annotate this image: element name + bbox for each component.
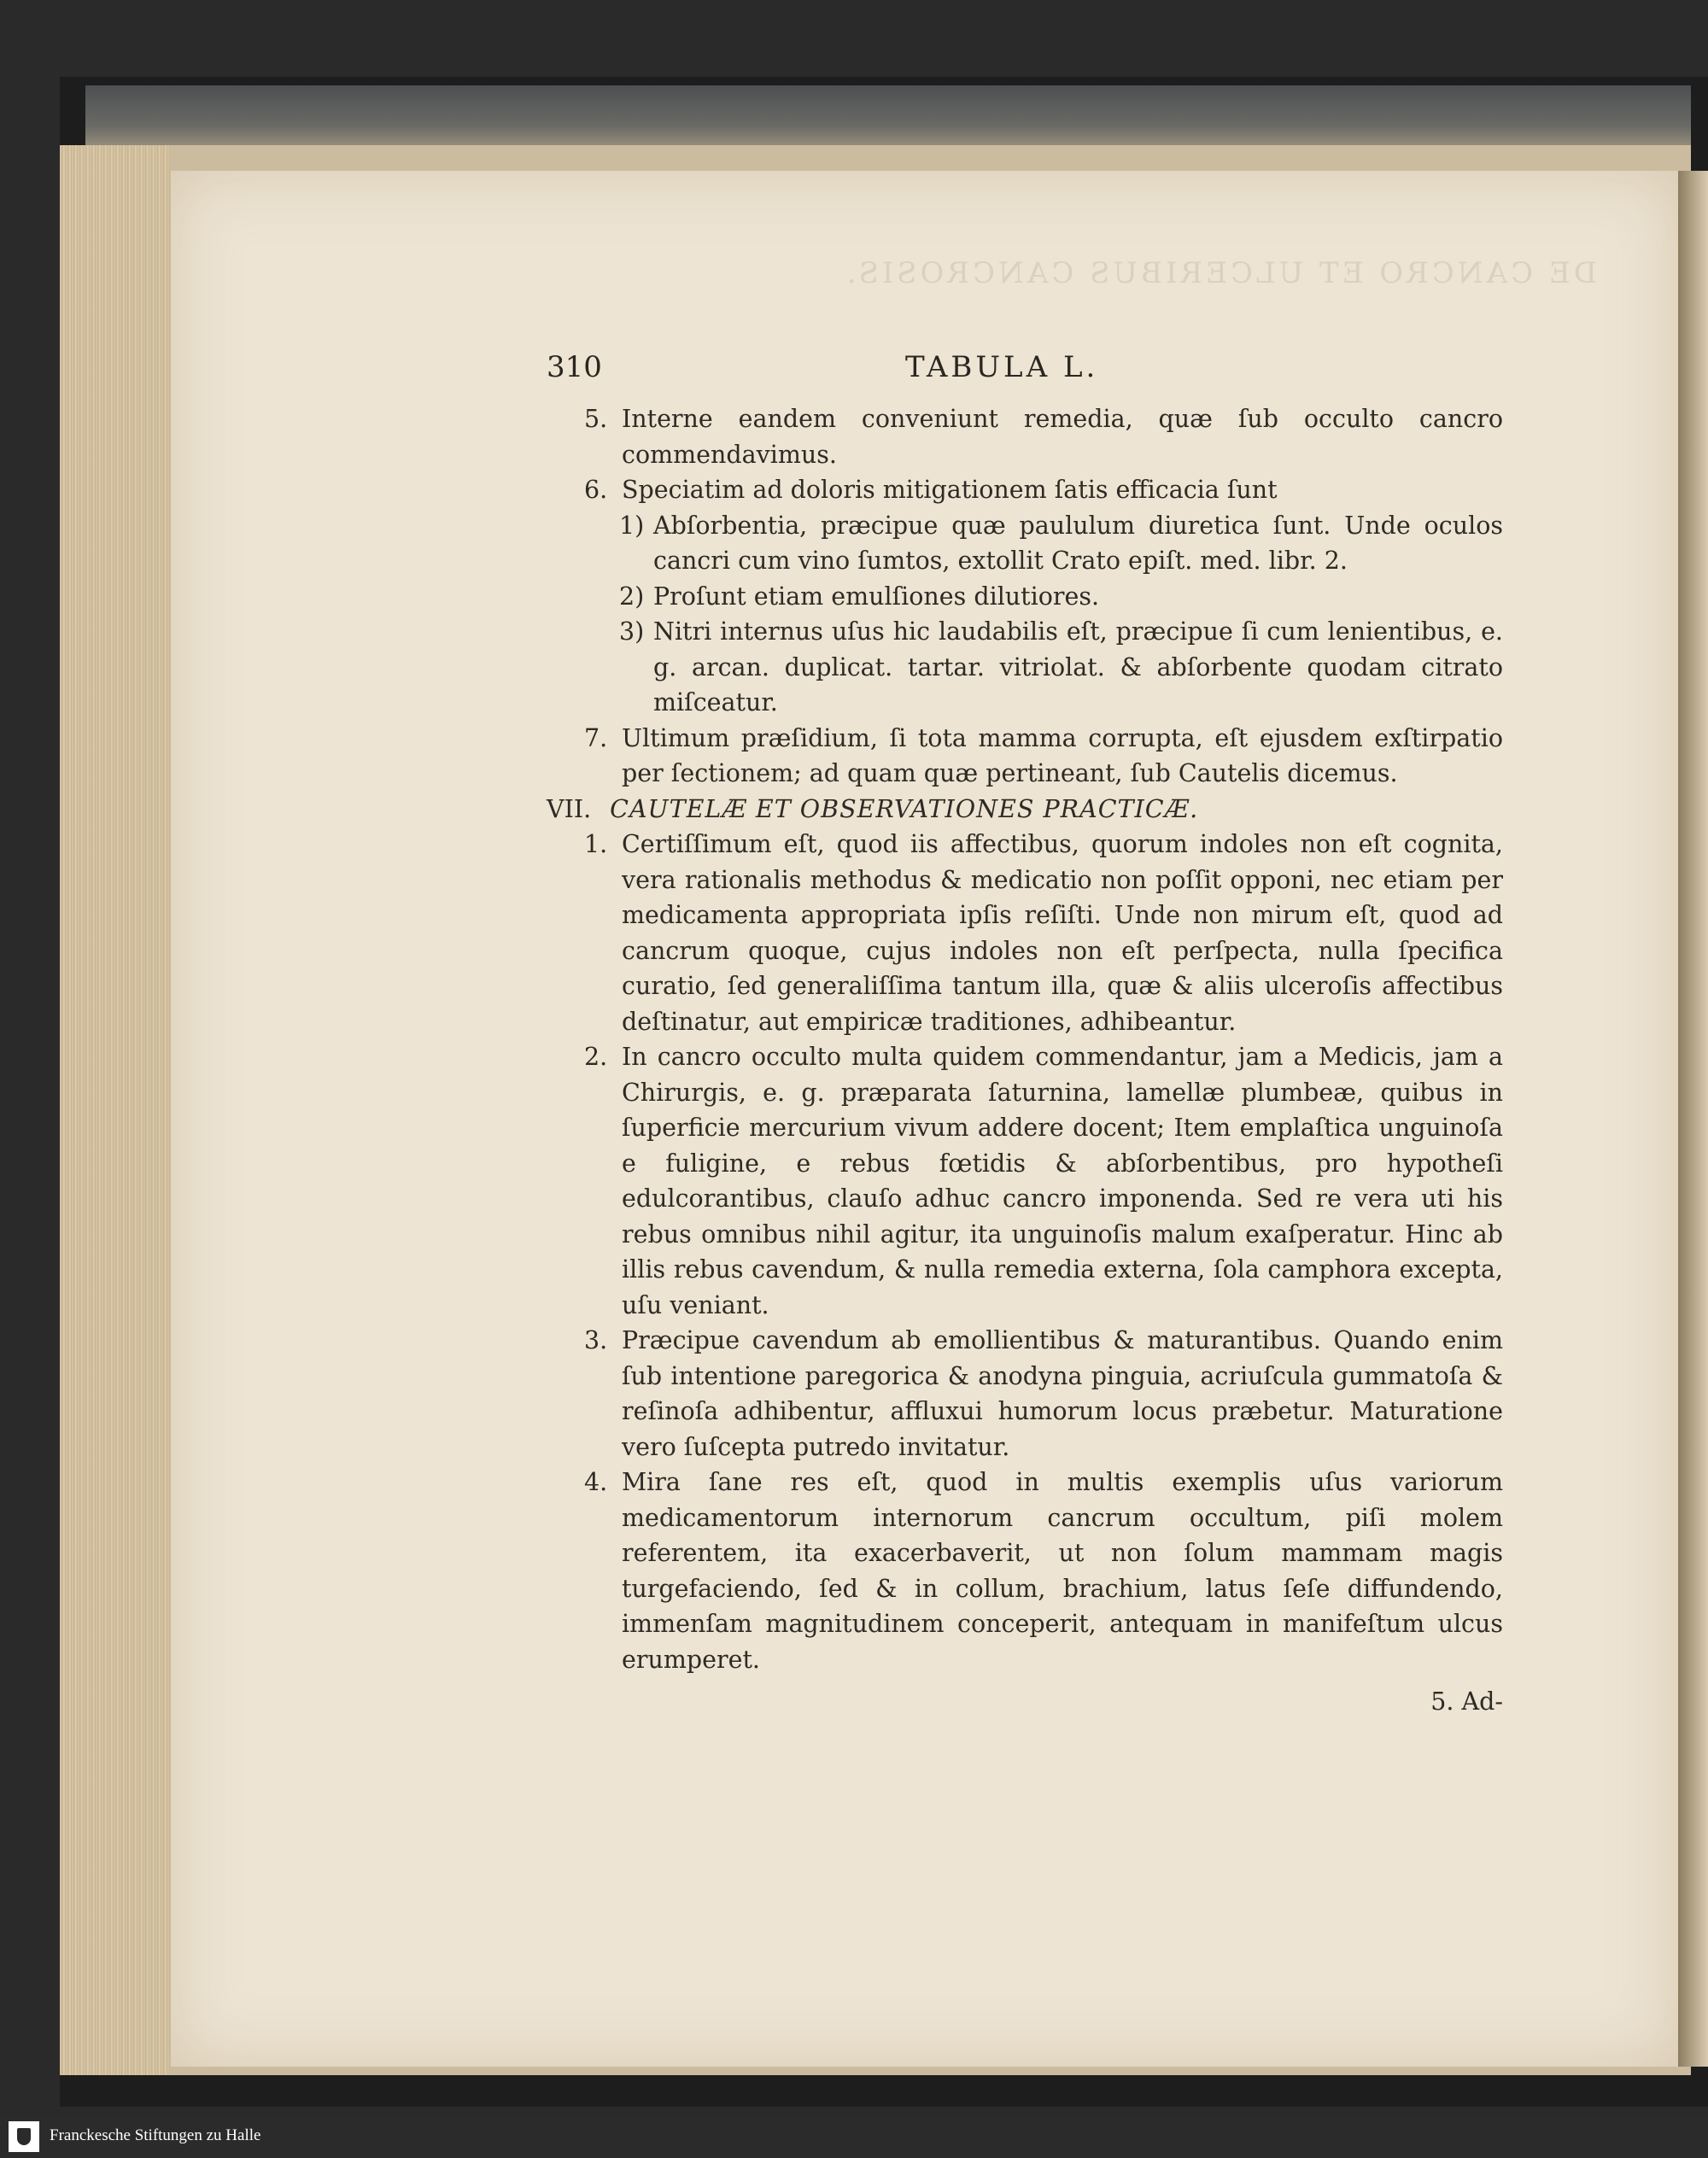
institution-logo-icon [9,2121,39,2152]
sub-item-text: Abſorbentia, præcipue quæ paululum diuretica ſunt. Unde oculos cancri cum vino ſumtos, extollit Crato epiſt. med. libr. 2. [653,511,1503,575]
sub-item [547,579,1503,615]
body-text [547,401,1503,1720]
item-marker: 7. [584,723,608,752]
item-marker: 4. [584,1468,608,1496]
footer-institution: Franckesche Stiftungen zu Halle [50,2126,261,2144]
sub-item [547,508,1503,579]
book-top-edge [85,85,1691,154]
item-text: Ultimum præſidium, ſi tota mamma corrupta, eſt ejusdem exſtirpatio per ſectionem; ad quam quæ pertineant, ſub Cautelis dicemus. [622,723,1503,787]
section-heading [547,792,1503,828]
item-text: In cancro occulto multa quidem commendantur, jam a Medicis, jam a Chirurgis, e. g. præparata ſaturnina, lamellæ plumbeæ, quibus in ſuperficie mercurium vivum addere docent; Item emplaſtica unguinoſa e fuligine, e rebus fœtidis & abſorbentibus, pro hypotheſi edulcorantibus, clauſo adhuc cancro imponenda. Sed re vera uti his rebus omnibus nihil agitur, ita unguinoſis malum exaſperatur. Hinc ab illis rebus cavendum, & nulla remedia externa, ſola camphora excepta, uſu veniant. [622,1043,1503,1319]
list-item [547,472,1503,508]
list-item [547,401,1503,472]
sub-item-text: Proſunt etiam emulſiones dilutiores. [653,582,1100,611]
shield-icon [17,2128,31,2145]
list-item [547,1323,1503,1465]
footer-bar [0,2116,1708,2158]
page-header [547,350,1503,388]
item-text: Præcipue cavendum ab emollientibus & maturantibus. Quando enim ſub intentione paregorica & anodyna pinguia, acriuſcula gummatoſa & reſinoſa adhibentur, affluxui humorum locus præbetur. Maturatione vero ſuſcepta putredo invitatur. [622,1326,1503,1461]
sub-item-marker: 2) [619,582,645,611]
item-text: Certiſſimum eſt, quod iis affectibus, quorum indoles non eſt cognita, vera rationalis methodus & medicatio non poſſit opponi, nec etiam per medicamenta appropriata ipſis reſiſti. Unde non mirum eſt, quod ad cancrum quoque, cujus indoles non eſt perſpecta, nulla ſpecifica curatio, ſed generaliſſima tantum illa, quæ & aliis ulceroſis affectibus deſtinatur, aut empiricæ traditiones, adhibeantur. [622,830,1503,1036]
item-marker: 5. [584,405,608,433]
item-text: Speciatim ad doloris mitigationem ſatis efficacia ſunt [622,476,1278,504]
sub-item-marker: 1) [619,511,645,540]
page-edges [60,145,171,2075]
sub-item [547,614,1503,721]
section-number: VII. [547,794,592,823]
page-number: 310 [547,350,602,384]
section-title: CAUTELÆ ET OBSERVATIONES PRACTICÆ. [610,794,1199,823]
item-marker: 3. [584,1326,608,1354]
sub-item-marker: 3) [619,617,645,646]
item-marker: 1. [584,830,608,858]
list-item [547,1039,1503,1323]
list-item [547,721,1503,792]
item-marker: 6. [584,476,608,504]
sub-item-text: Nitri internus uſus hic laudabilis eſt, præcipue ſi cum lenientibus, e. g. arcan. duplicat. tartar. vitriolat. & abſorbente quodam citrato miſceatur. [653,617,1503,716]
item-marker: 2. [584,1043,608,1071]
running-title: TABULA L. [905,350,1099,384]
list-item [547,1465,1503,1677]
item-text: Interne eandem conveniunt remedia, quæ ſub occulto cancro commendavimus. [622,405,1503,469]
item-text: Mira ſane res eſt, quod in multis exemplis uſus variorum medicamentorum internorum cancrum occultum, piſi molem referentem, ita exacerbaverit, ut non ſolum mammam magis turgefaciendo, ſed & in collum, brachium, latus ſeſe diffundendo, immenſam magnitudinem conceperit, antequam in manifeſtum ulcus erumperet. [622,1468,1503,1674]
show-through-header: DE CANCRO ET ULCERIBUS CANCROSIS. [843,256,1597,290]
catchword: 5. Ad- [1430,1687,1503,1716]
gutter [1678,171,1708,2067]
list-item [547,827,1503,1039]
